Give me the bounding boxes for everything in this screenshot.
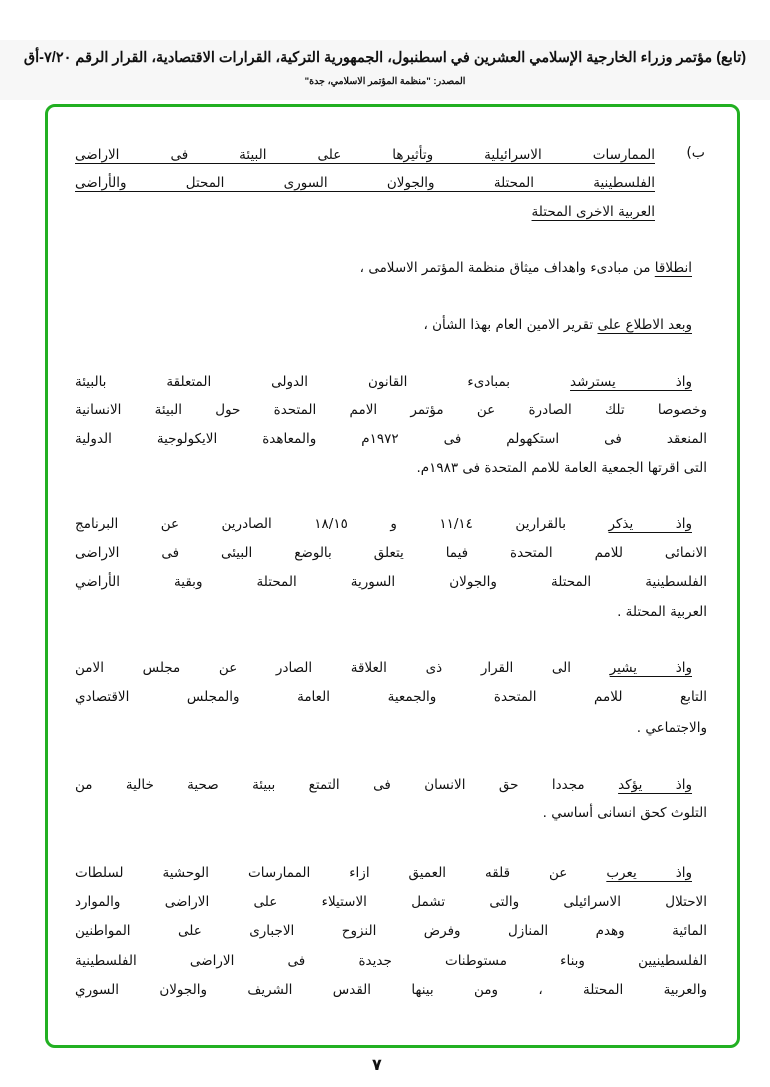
paragraph-first-line — [75, 514, 692, 534]
section-title-line: الممارسات الاسرائيلية وتأثيرها على البيئة فى الاراضى — [75, 147, 655, 163]
paragraph-line: التابع للامم المتحدة والجمعية العامة والمجلس الاقتصادي — [75, 689, 707, 705]
paragraph-first-line — [75, 863, 692, 883]
document-header — [0, 40, 770, 100]
paragraph-line: الانمائى للامم المتحدة فيما يتعلق بالوضع البيئى فى الاراضى — [75, 545, 707, 561]
section-marker: ب) — [686, 145, 705, 161]
lead-phrase: انطلاقا — [654, 260, 692, 276]
paragraph-line: المنعقد فى استكهولم فى ١٩٧٢م والمعاهدة الايكولوجية الدولية — [75, 431, 707, 447]
paragraph-first-line — [75, 372, 692, 392]
section-title-line: الفلسطينية المحتلة والجولان السورى المحتل والأراضى — [75, 175, 655, 191]
paragraph-line: الاحتلال الاسرائيلى والتى تشمل الاستيلاء على الاراضى والموارد — [75, 894, 707, 910]
line-text: مجددا حق الانسان فى التمتع ببيئة صحية خالية من — [75, 777, 585, 793]
header-source: المصدر: "منظمة المؤتمر الاسلامي، جدة" — [304, 76, 466, 87]
paragraph-first-line — [75, 775, 692, 795]
paragraph-line: التى اقرتها الجمعية العامة للامم المتحدة فى ١٩٨٣م. — [416, 460, 707, 476]
paragraph-line: الفلسطينية المحتلة والجولان السورية المحتلة وبقية الأراضي — [75, 574, 707, 590]
header-title: (تابع) مؤتمر وزراء الخارجية الإسلامي العشرين في اسطنبول، الجمهورية التركية، القرارات الاقتصادية، القرار الرقم ٧/٢٠-أق — [23, 50, 747, 66]
paragraph-first-line — [75, 658, 692, 678]
paragraph-line: التلوث كحق انسانى أساسي . — [542, 805, 707, 821]
lead-phrase: واذ يسترشد — [570, 374, 692, 390]
line-text: بالقرارين ١١/١٤ و ١٨/١٥ الصادرين عن البرنامج — [75, 516, 566, 532]
paragraph-first-line — [75, 315, 692, 335]
lead-phrase: واذ يعرب — [606, 865, 692, 881]
paragraph-line: والعربية المحتلة ، ومن بينها القدس الشريف والجولان السوري — [75, 982, 707, 998]
paragraph-first-line — [75, 258, 692, 278]
lead-phrase: وبعد الاطلاع على — [597, 317, 692, 333]
line-text: عن قلقه العميق ازاء الممارسات الوحشية لسلطات — [75, 865, 568, 881]
page-number: ٧ — [372, 1055, 382, 1074]
line-text: الى القرار ذى العلاقة الصادر عن مجلس الامن — [75, 660, 572, 676]
paragraph-line: والاجتماعي . — [636, 720, 707, 736]
paragraph-line: العربية المحتلة . — [617, 604, 707, 620]
line-text: بمبادىء القانون الدولى المتعلقة بالبيئة — [75, 374, 511, 390]
section-title-line: العربية الاخرى المحتلة — [531, 204, 655, 220]
paragraph-line: الفلسطينيين وبناء مستوطنات جديدة فى الاراضى الفلسطينية — [75, 953, 707, 969]
lead-phrase: واذ يذكر — [608, 516, 692, 532]
line-text: تقرير الامين العام بهذا الشأن ، — [423, 317, 594, 333]
paragraph-line: المائية وهدم المنازل وفرض النزوح الاجبارى على المواطنين — [75, 923, 707, 939]
line-text: من مبادىء واهداف ميثاق منظمة المؤتمر الاسلامى ، — [359, 260, 651, 276]
paragraph-line: وخصوصا تلك الصادرة عن مؤتمر الامم المتحدة حول البيئة الانسانية — [75, 402, 707, 418]
lead-phrase: واذ يؤكد — [618, 777, 693, 793]
lead-phrase: واذ يشير — [609, 660, 692, 676]
